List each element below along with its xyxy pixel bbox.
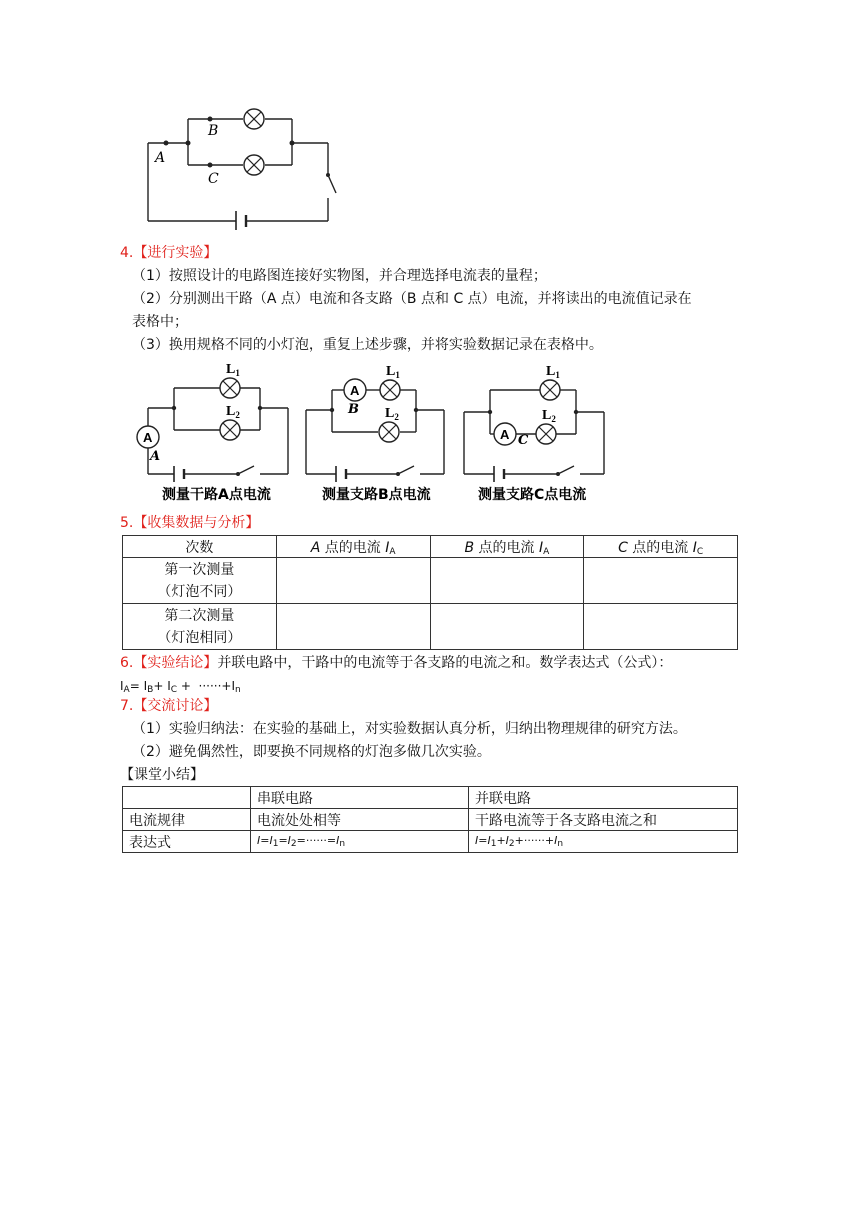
discussion-item-1: （1）实验归纳法：在实验的基础上，对实验数据认真分析，归纳出物理规律的研究方法。	[132, 721, 687, 737]
conclusion-heading-num: 6.	[120, 655, 134, 671]
summary-row-label: 电流规律	[123, 809, 251, 831]
point-label: A	[150, 449, 161, 464]
point-label: C	[518, 433, 529, 448]
experiment-step-2-cont: 表格中；	[132, 314, 188, 330]
summary-col-series: 串联电路	[251, 787, 469, 809]
circuit-measure-a	[128, 360, 298, 510]
point-label: B	[348, 402, 359, 417]
ammeter-symbol: A	[350, 383, 360, 398]
data-heading-text: 【收集数据与分析】	[133, 515, 260, 531]
summary-cell: 电流处处相等	[251, 809, 469, 831]
lamp-label-l2: $L_2$	[542, 408, 556, 424]
cell-a[interactable]	[276, 604, 430, 650]
conclusion-line	[120, 653, 672, 673]
experiment-heading	[120, 243, 217, 263]
data-table	[122, 535, 738, 650]
lamp-label-l1: $L_1$	[226, 362, 240, 378]
cell-c[interactable]	[584, 604, 738, 650]
lamp-label-l2: $L_2$	[226, 404, 240, 420]
table-row	[123, 558, 738, 604]
discussion-heading	[120, 696, 217, 716]
data-table-header-row	[123, 536, 738, 558]
circuit-measure-b	[298, 360, 458, 510]
discussion-item-2: （2）避免偶然性，即要换不同规格的灯泡多做几次实验。	[132, 744, 491, 760]
summary-formula-parallel: $I=I_1+I_2+\cdot\cdot\cdot\cdot\cdot\cdot+I_n$	[469, 831, 738, 853]
table-row	[123, 604, 738, 650]
col-header-count: 次数	[123, 536, 277, 558]
row-label-line1: 第二次测量	[164, 607, 235, 624]
row-label	[123, 604, 277, 650]
point-label-c: C	[208, 171, 219, 187]
row-label	[123, 558, 277, 604]
discussion-heading-num: 7.	[120, 698, 134, 714]
conclusion-heading-text: 【实验结论】	[133, 655, 218, 671]
circuit-caption: 测量支路B点电流	[322, 487, 431, 503]
experiment-heading-num: 4.	[120, 245, 134, 261]
experiment-step-1: （1）按照设计的电路图连接好实物图，并合理选择电流表的量程；	[132, 268, 547, 284]
lamp-label-l1: $L_1$	[546, 364, 560, 380]
discussion-heading-text: 【交流讨论】	[133, 698, 218, 714]
ammeter-symbol: A	[500, 427, 510, 442]
point-label-a: A	[155, 150, 166, 166]
col-header-a: A 点的电流 $I_A$	[276, 536, 430, 558]
summary-cell: 干路电流等于各支路电流之和	[469, 809, 738, 831]
row-label-line2: （灯泡相同）	[157, 629, 242, 646]
conclusion-text: 并联电路中，干路中的电流等于各支路的电流之和。数学表达式（公式）：	[217, 655, 673, 671]
data-heading-num: 5.	[120, 515, 134, 531]
data-heading	[120, 513, 259, 533]
summary-corner-cell	[123, 787, 251, 809]
summary-header-row	[123, 787, 738, 809]
conclusion-formula: $I_A= I_B+ I_C + \cdot\cdot\cdot\cdot\cdot\cdot+I_n$	[120, 679, 241, 695]
experiment-step-3: （3）换用规格不同的小灯泡，重复上述步骤，并将实验数据记录在表格中。	[132, 337, 603, 353]
experiment-step-2: （2）分别测出干路（A 点）电流和各支路（B 点和 C 点）电流，并将读出的电流值记录在	[132, 291, 692, 307]
circuit-caption: 测量支路C点电流	[478, 487, 587, 503]
parallel-circuit-diagram	[140, 105, 340, 230]
row-label-line2: （灯泡不同）	[157, 583, 242, 600]
point-label-b: B	[208, 123, 219, 139]
lamp-label-l1: $L_1$	[386, 364, 400, 380]
table-row	[123, 809, 738, 831]
experiment-heading-text: 【进行实验】	[133, 245, 218, 261]
circuit-caption: 测量干路A点电流	[162, 487, 271, 503]
cell-b[interactable]	[430, 604, 584, 650]
row-label-line1: 第一次测量	[164, 561, 235, 578]
col-header-c: C 点的电流 $I_C$	[584, 536, 738, 558]
col-header-b: B 点的电流 $I_A$	[430, 536, 584, 558]
summary-heading: 【课堂小结】	[120, 767, 204, 783]
circuit-measure-c	[458, 360, 618, 510]
lamp-label-l2: $L_2$	[385, 406, 399, 422]
cell-c[interactable]	[584, 558, 738, 604]
summary-formula-series: $I=I_1=I_2=\cdot\cdot\cdot\cdot\cdot\cdot=I_n$	[251, 831, 469, 853]
summary-col-parallel: 并联电路	[469, 787, 738, 809]
ammeter-symbol: A	[143, 430, 153, 445]
summary-table	[122, 786, 738, 853]
cell-a[interactable]	[276, 558, 430, 604]
table-row	[123, 831, 738, 853]
summary-row-label: 表达式	[123, 831, 251, 853]
cell-b[interactable]	[430, 558, 584, 604]
